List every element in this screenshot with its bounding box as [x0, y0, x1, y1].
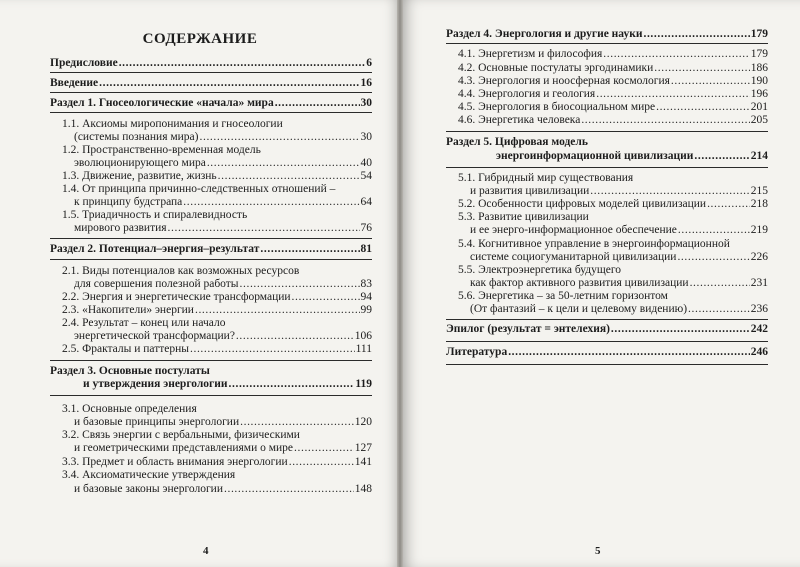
- entry-label: 4.1. Энергетизм и философия: [458, 48, 603, 60]
- toc-entry-3-2[interactable]: [74, 442, 372, 455]
- divider: [50, 92, 372, 93]
- dot-leader: [581, 114, 749, 127]
- dot-leader: [229, 378, 355, 391]
- toc-entry-5-5-line1[interactable]: 5.5. Электроэнергетика будущего: [458, 264, 622, 276]
- toc-entry-2-1-line1[interactable]: 2.1. Виды потенциалов как возможных ресурсов: [62, 265, 300, 277]
- entry-page: 242: [750, 323, 768, 335]
- entry-page: 64: [360, 196, 372, 208]
- entry-page: 218: [750, 198, 768, 210]
- entry-label: 4.2. Основные постулаты эргодинамики: [458, 62, 654, 74]
- dot-leader: [678, 224, 750, 237]
- dot-leader: [236, 330, 354, 343]
- entry-page: 99: [360, 304, 372, 316]
- entry-label: энергоинформационной цивилизации: [496, 150, 694, 162]
- toc-entry-2-4-line1[interactable]: 2.4. Результат – конец или начало: [62, 317, 226, 329]
- book-gutter: [397, 0, 403, 567]
- toc-section-5-heading-line1[interactable]: Раздел 5. Цифровая модель: [446, 136, 588, 148]
- toc-entry-5-3[interactable]: [470, 224, 768, 237]
- toc-entry-4-5[interactable]: [458, 101, 768, 114]
- entry-label: 2.3. «Накопители» энергии: [62, 304, 194, 316]
- entry-page: 40: [360, 157, 372, 169]
- entry-label: 2.5. Фракталы и паттерны: [62, 343, 189, 355]
- entry-page: 186: [750, 62, 768, 74]
- dot-leader: [168, 222, 360, 235]
- toc-entry-5-3-line1[interactable]: 5.3. Развитие цивилизации: [458, 211, 589, 223]
- divider: [50, 72, 372, 73]
- entry-page: 214: [750, 150, 768, 162]
- toc-entry-1-4[interactable]: [74, 196, 372, 209]
- entry-page: 81: [360, 243, 372, 255]
- dot-leader: [611, 323, 750, 336]
- entry-label: и развития цивилизации: [470, 185, 590, 197]
- entry-page: 215: [750, 185, 768, 197]
- dot-leader: [654, 62, 749, 75]
- toc-entry-epilogue[interactable]: [446, 323, 768, 336]
- dot-leader: [690, 277, 750, 290]
- dot-leader: [292, 291, 360, 304]
- entry-label: как фактор активного развития цивилизации: [470, 277, 689, 289]
- toc-entry-literature[interactable]: [446, 346, 768, 359]
- toc-entry-3-3[interactable]: [62, 456, 372, 469]
- toc-entry-4-6[interactable]: [458, 114, 768, 127]
- entry-page: 127: [354, 442, 372, 454]
- toc-entry-1-4-line1[interactable]: 1.4. От принципа причинно-следственных отношений –: [62, 183, 336, 195]
- entry-page: 148: [354, 483, 372, 495]
- entry-page: 226: [750, 251, 768, 263]
- entry-label: Раздел 2. Потенциал–энергия–результат: [50, 243, 260, 255]
- entry-label: Раздел 1. Гносеологические «начала» мира: [50, 97, 274, 109]
- toc-entry-1-2[interactable]: [74, 157, 372, 170]
- entry-label: и ее энерго-информационное обеспечение: [470, 224, 677, 236]
- right-page: [400, 0, 800, 567]
- entry-page: 30: [360, 97, 372, 109]
- entry-page: 54: [360, 170, 372, 182]
- divider: [446, 341, 768, 342]
- toc-entry-2-4[interactable]: [74, 330, 372, 343]
- entry-page: 179: [750, 48, 768, 60]
- dot-leader: [224, 483, 354, 496]
- toc-entry-2-5[interactable]: [62, 343, 372, 356]
- divider: [50, 112, 372, 113]
- dot-leader: [643, 28, 749, 41]
- toc-entry-5-4-line1[interactable]: 5.4. Когнитивное управление в энергоинформационной: [458, 238, 730, 250]
- toc-entry-3-2-line1[interactable]: 3.2. Связь энергии с вербальными, физическими: [62, 429, 300, 441]
- dot-leader: [707, 198, 750, 211]
- entry-page: 111: [355, 343, 372, 355]
- toc-entry-1-2-line1[interactable]: 1.2. Пространственно-временная модель: [62, 144, 261, 156]
- toc-entry-4-3[interactable]: [458, 75, 768, 88]
- entry-label: 4.6. Энергетика человека: [458, 114, 581, 126]
- dot-leader: [596, 88, 750, 101]
- divider: [446, 319, 768, 320]
- dot-leader: [200, 131, 360, 144]
- entry-label: 4.5. Энергология в биосоциальном мире: [458, 101, 656, 113]
- entry-label: и утверждения энергологии: [83, 378, 228, 390]
- divider: [446, 43, 768, 44]
- entry-label: Введение: [50, 77, 99, 89]
- entry-page: 94: [360, 291, 372, 303]
- dot-leader: [240, 278, 360, 291]
- entry-page: 205: [750, 114, 768, 126]
- entry-page: 201: [750, 101, 768, 113]
- dot-leader: [688, 303, 750, 316]
- entry-label: 2.2. Энергия и энергетические трансформации: [62, 291, 291, 303]
- toc-entry-5-6[interactable]: [470, 303, 768, 316]
- toc-entry-1-1[interactable]: [74, 131, 372, 144]
- toc-title: СОДЕРЖАНИЕ: [142, 31, 258, 47]
- toc-entry-intro[interactable]: [50, 77, 372, 90]
- dot-leader: [275, 97, 360, 110]
- toc-entry-1-5-line1[interactable]: 1.5. Триадичность и спиралевидность: [62, 209, 248, 221]
- entry-label: мирового развития: [74, 222, 167, 234]
- dot-leader: [694, 150, 749, 163]
- dot-leader: [207, 157, 360, 170]
- entry-label: для совершения полезной работы: [74, 278, 239, 290]
- entry-label: 5.2. Особенности цифровых моделей цивилизации: [458, 198, 707, 210]
- entry-label: (От фантазий – к цели и целевому видению): [470, 303, 688, 315]
- entry-page: 83: [360, 278, 372, 290]
- toc-entry-5-2[interactable]: [458, 198, 768, 211]
- toc-entry-2-1[interactable]: [74, 278, 372, 291]
- entry-page: 30: [360, 131, 372, 143]
- toc-entry-4-1[interactable]: [458, 48, 768, 61]
- dot-leader: [260, 243, 359, 256]
- entry-page: 141: [354, 456, 372, 468]
- entry-label: энергетической трансформации?: [74, 330, 235, 342]
- entry-label: Эпилог (результат = энтелехия): [446, 323, 610, 335]
- entry-page: 6: [366, 57, 372, 69]
- dot-leader: [656, 101, 750, 114]
- entry-page: 219: [750, 224, 768, 236]
- dot-leader: [240, 416, 354, 429]
- entry-label: и геометрическими представлениями о мире: [74, 442, 294, 454]
- entry-label: Предисловие: [50, 57, 118, 69]
- entry-page: 190: [750, 75, 768, 87]
- dot-leader: [677, 251, 749, 264]
- toc-entry-1-5[interactable]: [74, 222, 372, 235]
- entry-label: 4.4. Энергология и геология: [458, 88, 596, 100]
- entry-label: и базовые принципы энергологии: [74, 416, 240, 428]
- divider: [446, 167, 768, 168]
- entry-label: 1.3. Движение, развитие, жизнь: [62, 170, 217, 182]
- toc-section-3-heading[interactable]: [83, 378, 372, 391]
- toc-entry-4-4[interactable]: [458, 88, 768, 101]
- toc-entry-5-6-line1[interactable]: 5.6. Энергетика – за 50-летним горизонтом: [458, 290, 668, 302]
- dot-leader: [183, 196, 359, 209]
- toc-entry-5-1-line1[interactable]: 5.1. Гибридный мир существования: [458, 172, 634, 184]
- toc-entry-1-1-line1[interactable]: 1.1. Аксиомы миропонимания и гносеологии: [62, 118, 283, 130]
- entry-page: 236: [750, 303, 768, 315]
- divider: [50, 360, 372, 361]
- entry-page: 196: [750, 88, 768, 100]
- dot-leader: [195, 304, 360, 317]
- toc-entry-5-1[interactable]: [470, 185, 768, 198]
- toc-entry-3-1-line1[interactable]: 3.1. Основные определения: [62, 403, 197, 415]
- entry-page: 231: [750, 277, 768, 289]
- toc-section-3-heading-line1[interactable]: Раздел 3. Основные постулаты: [50, 365, 210, 377]
- entry-label: к принципу будстрапа: [74, 196, 183, 208]
- toc-entry-3-4-line1[interactable]: 3.4. Аксиоматические утверждения: [62, 469, 236, 481]
- toc-section-4-heading[interactable]: [446, 28, 768, 41]
- entry-label: 4.3. Энергология и ноосферная космология: [458, 75, 670, 87]
- entry-page: 120: [354, 416, 372, 428]
- toc-entry-1-3[interactable]: [62, 170, 372, 183]
- dot-leader: [671, 75, 750, 88]
- entry-label: (системы познания мира): [74, 131, 199, 143]
- dot-leader: [99, 77, 359, 90]
- entry-page: 106: [354, 330, 372, 342]
- dot-leader: [294, 442, 354, 455]
- entry-page: 16: [360, 77, 372, 89]
- entry-page: 119: [355, 378, 372, 390]
- toc-entry-preface[interactable]: [50, 57, 372, 70]
- page-number-right: 5: [595, 545, 601, 557]
- toc-entry-4-2[interactable]: [458, 62, 768, 75]
- divider: [50, 395, 372, 396]
- dot-leader: [119, 57, 366, 70]
- toc-section-5-heading[interactable]: [496, 150, 768, 163]
- entry-label: эволюционирующего мира: [74, 157, 206, 169]
- toc-entry-3-1[interactable]: [74, 416, 372, 429]
- entry-label: системе социогуманитарной цивилизации: [470, 251, 677, 263]
- entry-page: 76: [360, 222, 372, 234]
- toc-entry-2-3[interactable]: [62, 304, 372, 317]
- entry-label: 3.3. Предмет и область внимания энергологии: [62, 456, 288, 468]
- toc-entry-2-2[interactable]: [62, 291, 372, 304]
- divider: [50, 259, 372, 260]
- toc-section-1-heading[interactable]: [50, 97, 372, 110]
- toc-entry-5-5[interactable]: [470, 277, 768, 290]
- entry-label: Раздел 4. Энергология и другие науки: [446, 28, 643, 40]
- dot-leader: [190, 343, 355, 356]
- entry-page: 179: [750, 28, 768, 40]
- toc-entry-3-4[interactable]: [74, 483, 372, 496]
- page-number-left: 4: [203, 545, 209, 557]
- entry-label: Литература: [446, 346, 508, 358]
- toc-entry-5-4[interactable]: [470, 251, 768, 264]
- dot-leader: [590, 185, 749, 198]
- dot-leader: [289, 456, 354, 469]
- divider: [446, 364, 768, 365]
- divider: [446, 131, 768, 132]
- divider: [50, 238, 372, 239]
- dot-leader: [603, 48, 749, 61]
- dot-leader: [508, 346, 750, 359]
- entry-label: и базовые законы энергологии: [74, 483, 223, 495]
- toc-section-2-heading[interactable]: [50, 243, 372, 256]
- entry-page: 246: [750, 346, 768, 358]
- dot-leader: [218, 170, 360, 183]
